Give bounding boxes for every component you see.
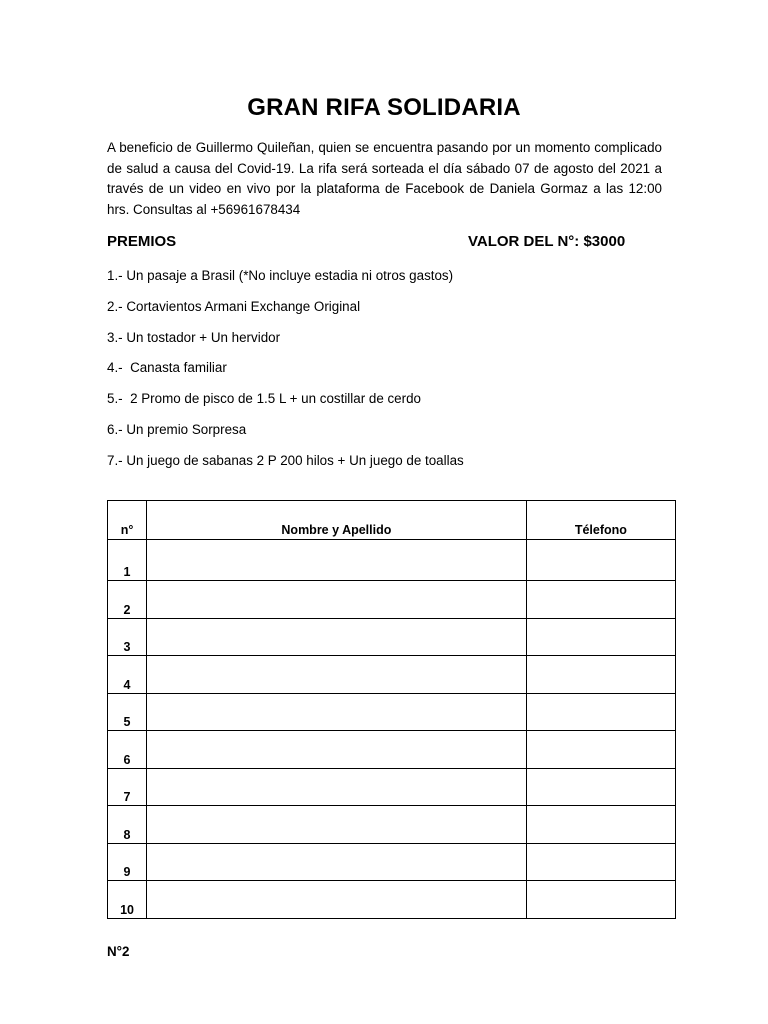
ticket-number: N°2 [107, 944, 130, 959]
prize-list [107, 266, 464, 482]
row-number: 7 [108, 768, 147, 806]
name-cell[interactable] [147, 656, 527, 694]
prize-item-4: 4.- Canasta familiar [107, 360, 227, 376]
prize-item-5: 5.- 2 Promo de pisco de 1.5 L + un costillar de cerdo [107, 391, 421, 407]
header-phone: Télefono [526, 501, 675, 540]
row-number: 5 [108, 693, 147, 731]
phone-cell[interactable] [526, 843, 675, 881]
prize-item-2: 2.- Cortavientos Armani Exchange Original [107, 298, 361, 314]
table-row [108, 843, 676, 881]
row-number: 1 [108, 540, 147, 581]
premios-heading: PREMIOS [107, 233, 177, 250]
prize-item-7: 7.- Un juego de sabanas 2 P 200 hilos + Un juego de toallas [107, 452, 464, 468]
row-number: 6 [108, 731, 147, 769]
phone-cell[interactable] [526, 881, 675, 919]
row-number: 2 [108, 581, 147, 619]
table-row [108, 881, 676, 919]
phone-cell[interactable] [526, 731, 675, 769]
table-row [108, 581, 676, 619]
phone-cell[interactable] [526, 693, 675, 731]
phone-cell[interactable] [526, 806, 675, 844]
header-number: n° [108, 501, 147, 540]
name-cell[interactable] [147, 693, 527, 731]
row-number: 4 [108, 656, 147, 694]
row-number: 8 [108, 806, 147, 844]
row-number: 9 [108, 843, 147, 881]
intro-paragraph: A beneficio de Guillermo Quileñan, quien se encuentra pasando por un momento complicado de salud a causa del Covid-19. La rifa será sorteada el día sábado 07 de agosto del 2021 a través de un video en vivo por la plataforma de Facebook de Daniela Gormaz a las 12:00 hrs. Consultas al +56961678434 [107, 140, 662, 218]
name-cell[interactable] [147, 540, 527, 581]
name-cell[interactable] [147, 618, 527, 656]
phone-cell[interactable] [526, 581, 675, 619]
prize-item-3: 3.- Un tostador + Un hervidor [107, 329, 281, 345]
ticket-price-heading: VALOR DEL N°: $3000 [468, 233, 626, 250]
name-cell[interactable] [147, 843, 527, 881]
name-cell[interactable] [147, 806, 527, 844]
name-cell[interactable] [147, 731, 527, 769]
phone-cell[interactable] [526, 540, 675, 581]
table-row [108, 768, 676, 806]
table-row [108, 806, 676, 844]
registration-table [107, 500, 676, 919]
table-row [108, 656, 676, 694]
name-cell[interactable] [147, 581, 527, 619]
name-cell[interactable] [147, 881, 527, 919]
phone-cell[interactable] [526, 618, 675, 656]
table-row [108, 693, 676, 731]
table-header-row [108, 501, 676, 540]
page-title: GRAN RIFA SOLIDARIA [247, 94, 521, 121]
name-cell[interactable] [147, 768, 527, 806]
prize-item-1: 1.- Un pasaje a Brasil (*No incluye estadia ni otros gastos) [107, 268, 454, 283]
prize-item-6: 6.- Un premio Sorpresa [107, 421, 247, 437]
phone-cell[interactable] [526, 656, 675, 694]
row-number: 10 [108, 881, 147, 919]
table-row [108, 540, 676, 581]
phone-cell[interactable] [526, 768, 675, 806]
table-row [108, 731, 676, 769]
row-number: 3 [108, 618, 147, 656]
header-name: Nombre y Apellido [147, 501, 527, 540]
table-row [108, 618, 676, 656]
